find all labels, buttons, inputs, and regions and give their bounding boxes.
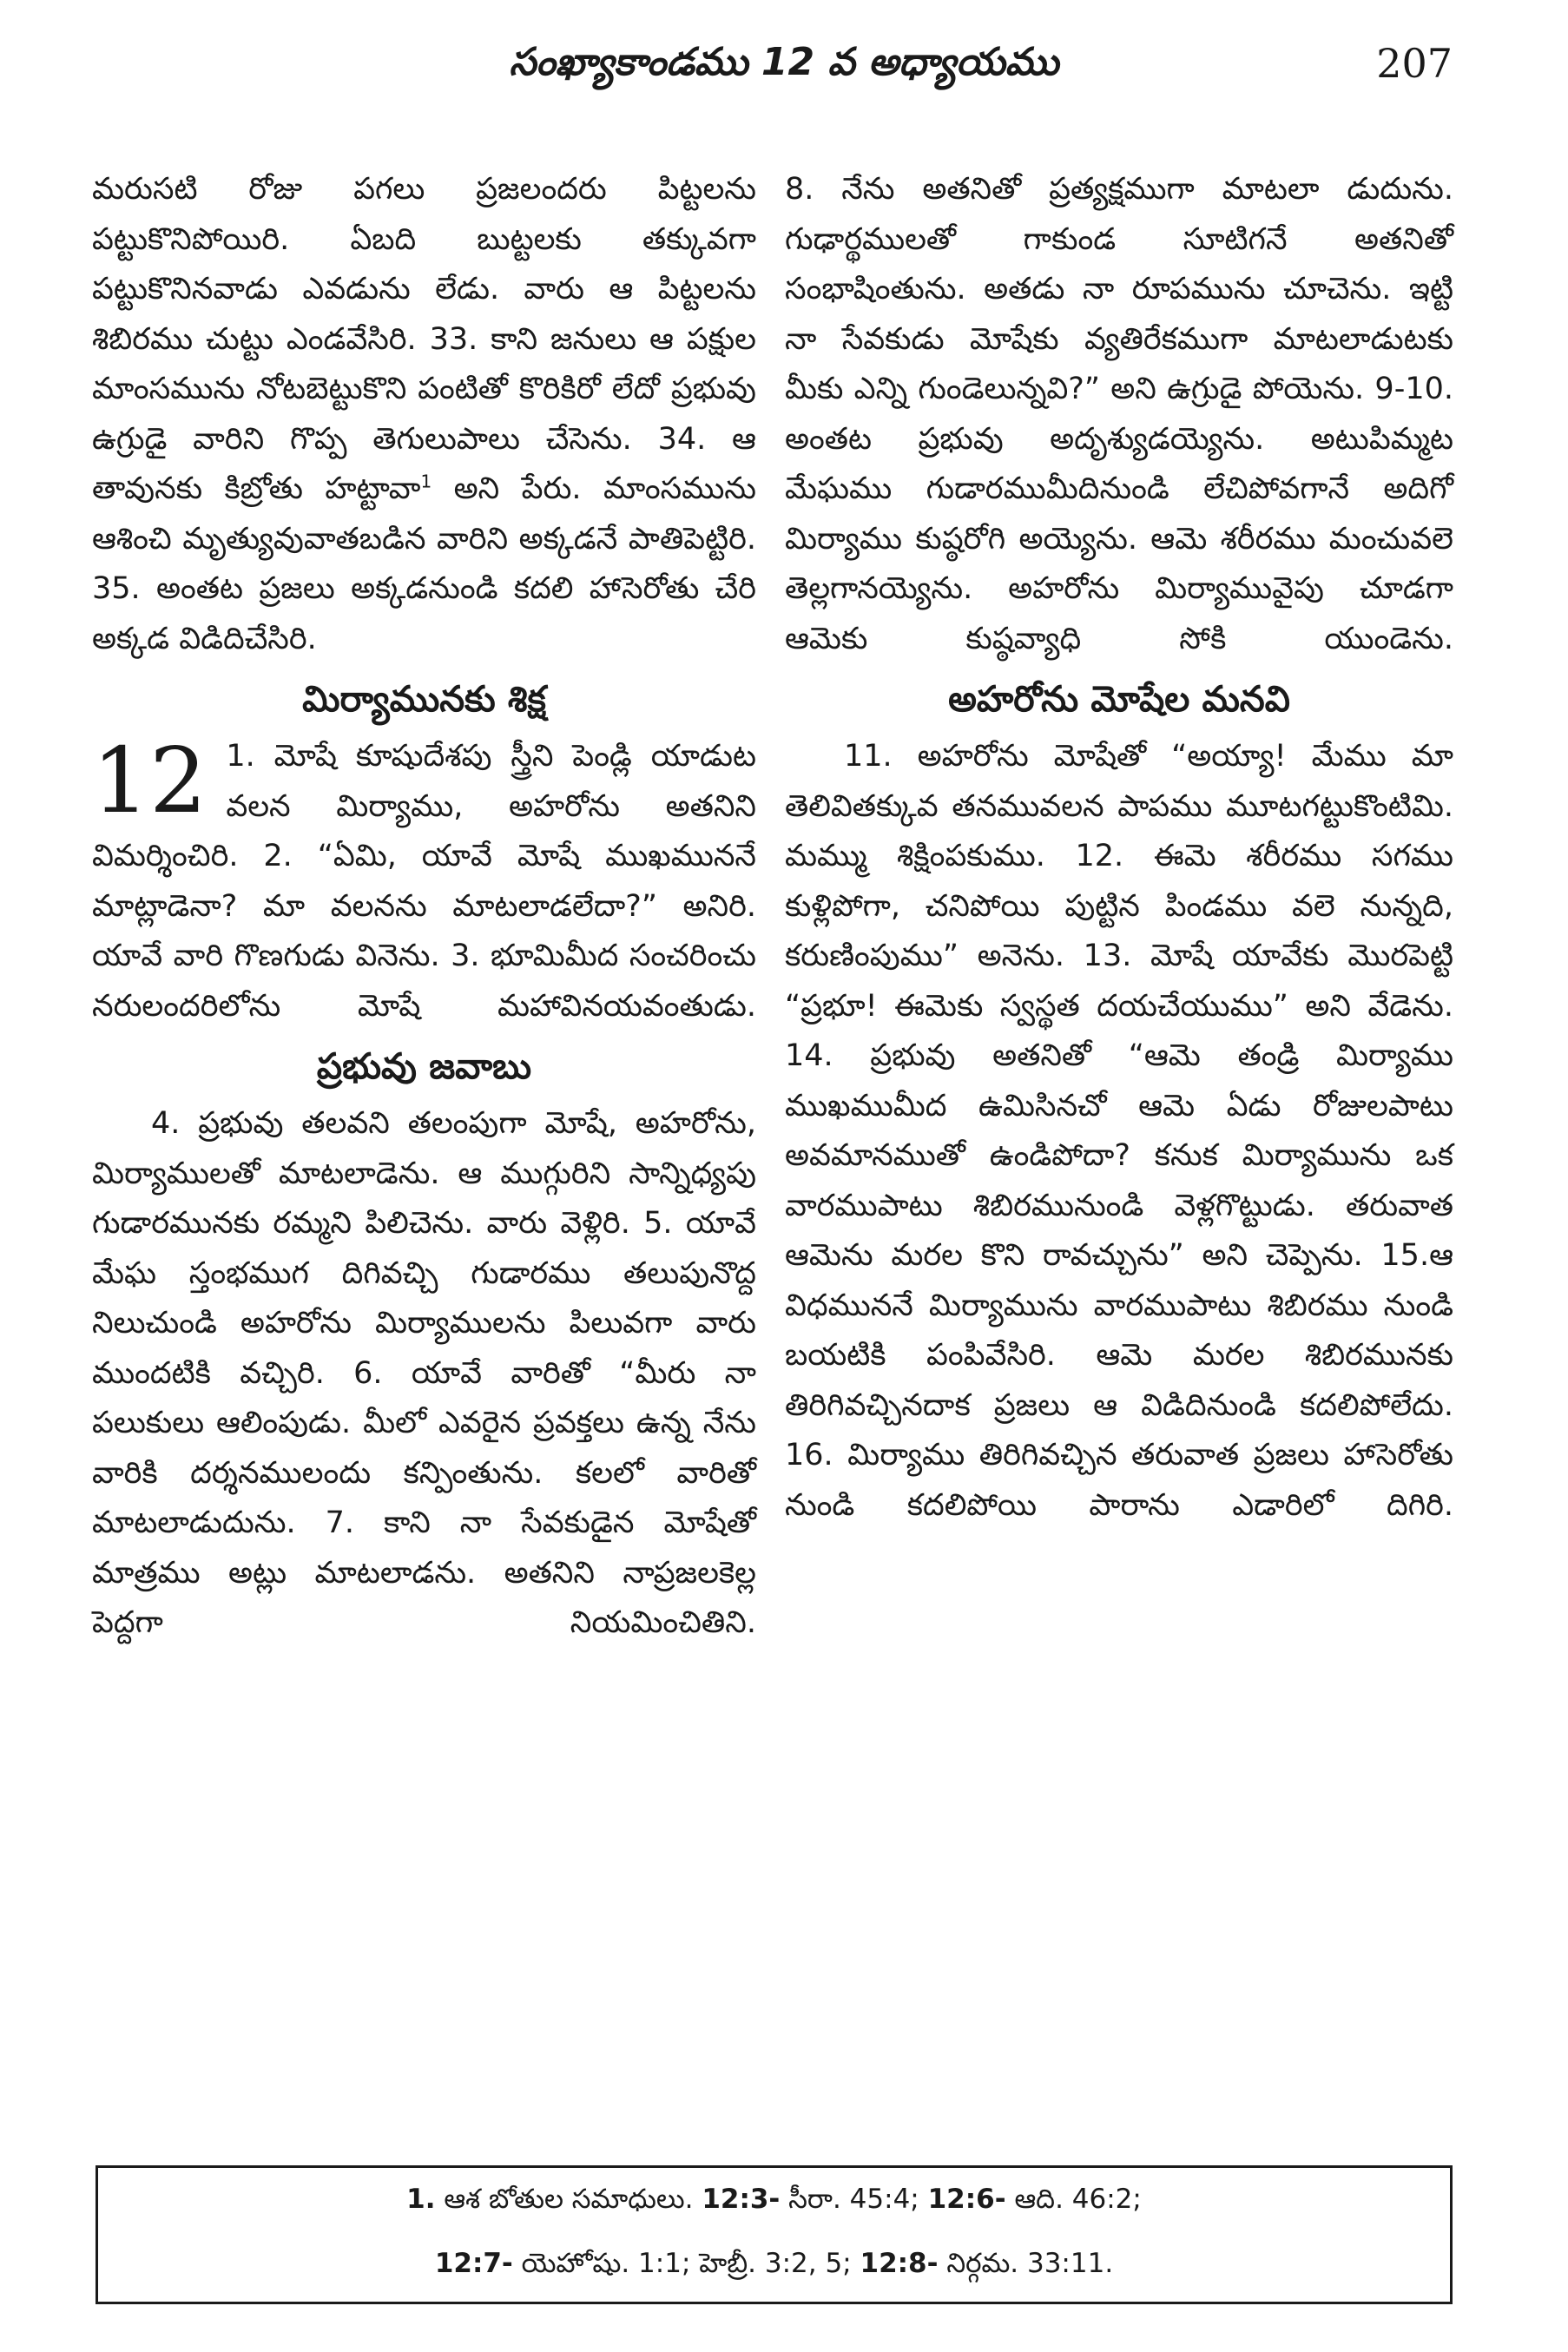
paragraph-text: మరుసటి రోజు పగలు ప్రజలందరు పిట్టలను పట్టుకొనిపోయిరి. ఏబది బుట్టలకు తక్కువగా పట్టుకొనినవాడు ఎవడును లేడు. వారు ఆ పిట్టలను శిబిరము చుట్టు ఎండవేసిరి. 33. కాని జనులు ఆ పక్షుల మాంసమును నోటబెట్టుకొని పంటితో కొరికిరో లేదో ప్రభువు ఉగ్రుడై వారిని గొప్ప తెగులుపాలు చేసెను. 34. ఆ తావునకు కిబ్రోతు హట్టావా [92,172,756,506]
footnote-number: 1. [406,2184,436,2215]
right-column [785,165,1453,1531]
cross-ref-label: 12:7- [434,2248,513,2279]
cross-ref-text: ఆది. 46:2; [1005,2184,1142,2215]
cross-ref-text: సీరా. 45:4; [780,2184,928,2215]
footnote-line-1 [98,2184,1450,2221]
cross-ref-label: 12:3- [702,2184,781,2215]
footnote-line-2 [98,2248,1450,2285]
cross-ref-text: నిర్గమ. 33:11. [938,2248,1114,2279]
footnote-box [96,2165,1453,2304]
paragraph-verses-11-16: 11. అహరోను మోషేతో “అయ్యా! మేము మా తెలివితక్కువ తనమువలన పాపము మూటగట్టుకొంటిమి. మమ్ము శిక్షింపకుము. 12. ఈమె శరీరము సగము కుళ్లిపోగా, చనిపోయి పుట్టిన పిండము వలె నున్నది, కరుణింపుము” అనెను. 13. మోషే యావేకు మొరపెట్టి “ప్రభూ! ఈమెకు స్వస్థత దయచేయుము” అని వేడెను. 14. ప్రభువు అతనితో “ఆమె తండ్రి మిర్యాము ముఖముమీద ఉమిసినచో ఆమె ఏడు రోజులపాటు అవమానముతో ఉండిపోదా? కనుక మిర్యామును ఒక వారముపాటు శిబిరమునుండి వెళ్లగొట్టుడు. తరువాత ఆమెను మరల కొని రావచ్చును” అని చెప్పెను. 15.ఆ విధముననే మిర్యామును వారముపాటు శిబిరము నుండి బయటికి పంపివేసిరి. ఆమె మరల శిబిరమునకు తిరిగివచ్చినదాక ప్రజలు ఆ విడిదినుండి కదలిపోలేదు. 16. మిర్యాము తిరిగివచ్చిన తరువాత ప్రజలు హాసెరోతు నుండి కదలిపోయి పారాను ఎడారిలో దిగిరి. [785,739,1453,1523]
cross-ref-label: 12:8- [860,2248,939,2279]
footnote-text: ఆశ బోతుల సమాధులు. [435,2184,702,2215]
footnote-marker: 1 [420,471,432,492]
chapter-number: 12 [92,728,208,833]
paragraph-verses-32-35 [92,165,756,664]
cross-ref-label: 12:6- [927,2184,1006,2215]
section-heading-miriam-punishment: మిర్యామునకు శిక్ష [302,678,546,720]
section-heading-aaron-plea: అహరోను మోషేల మనవి [948,678,1290,720]
paragraph-verses-4-7: 4. ప్రభువు తలవని తలంపుగా మోషే, అహరోను, మిర్యాములతో మాటలాడెను. ఆ ముగ్గురిని సాన్నిధ్యపు గుడారమునకు రమ్మని పిలిచెను. వారు వెళ్లిరి. 5. యావే మేఘ స్తంభముగ దిగివచ్చి గుడారము తలుపునొద్ద నిలుచుండి అహరోను మిర్యాములను పిలువగా వారు ముందటికి వచ్చిరి. 6. యావే వారితో “మీరు నా పలుకులు ఆలింపుడు. మీలో ఎవరైన ప్రవక్తలు ఉన్న నేను వారికి దర్శనములందు కన్పింతును. కలలో వారితో మాటలాడుదును. 7. కాని నా సేవకుడైన మోషేతో మాత్రము అట్లు మాటలాడను. అతనిని నాప్రజలకెల్ల పెద్దగా నియమించితిని. [92,1106,756,1640]
paragraph-verses-8-10: 8. నేను అతనితో ప్రత్యక్షముగా మాటలా డుదును. గుఢార్థములతో గాకుండ సూటిగనే అతనితో సంభాషింతును. అతడు నా రూపమును చూచెను. ఇట్టి నా సేవకుడు మోషేకు వ్యతిరేకముగా మాటలాడుటకు మీకు ఎన్ని గుండెలున్నవి?” అని ఉగ్రుడై పోయెను. 9-10. అంతట ప్రభువు అదృశ్యుడయ్యెను. అటుపిమ్మట మేఘము గుడారముమీదినుండి లేచిపోవగానే అదిగో మిర్యాము కుష్ఠరోగి అయ్యెను. ఆమె శరీరము మంచువలె తెల్లగానయ్యెను. అహరోను మిర్యామువైపు చూడగా ఆమెకు కుష్ఠవ్యాధి సోకి యుండెను. [785,172,1453,656]
page-number: 207 [1376,40,1453,87]
running-header-title: సంఖ్యాకాండము 12 వ అధ్యాయము [509,40,1059,84]
chapter-start [92,728,756,1031]
section-heading-lords-answer: ప్రభువు జవాబు [316,1045,532,1087]
left-column [92,165,756,1649]
paragraph-verses-1-3: 1. మోషే కూషుదేశపు స్త్రీని పెండ్లి యాడుట వలన మిర్యాము, అహరోను అతనిని విమర్శించిరి. 2. “ఏమి, యావే మోషే ముఖముననే మాట్లాడెనా? మా వలనను మాటలాడలేదా?” అనిరి. యావే వారి గొణగుడు వినెను. 3. భూమిమీద సంచరించు నరులందరిలోను మోషే మహావినయవంతుడు. [92,739,756,1024]
paragraph-text-continued: అని పేరు. మాంసమును ఆశించి మృత్యువువాతబడిన వారిని అక్కడనే పాతిపెట్టిరి. 35. అంతట ప్రజలు అక్కడనుండి కదలి హాసెరోతు చేరి అక్కడ విడిదిచేసిరి. [92,471,756,656]
cross-ref-text: యెహోషు. 1:1; హెబ్రీ. 3:2, 5; [512,2248,860,2279]
